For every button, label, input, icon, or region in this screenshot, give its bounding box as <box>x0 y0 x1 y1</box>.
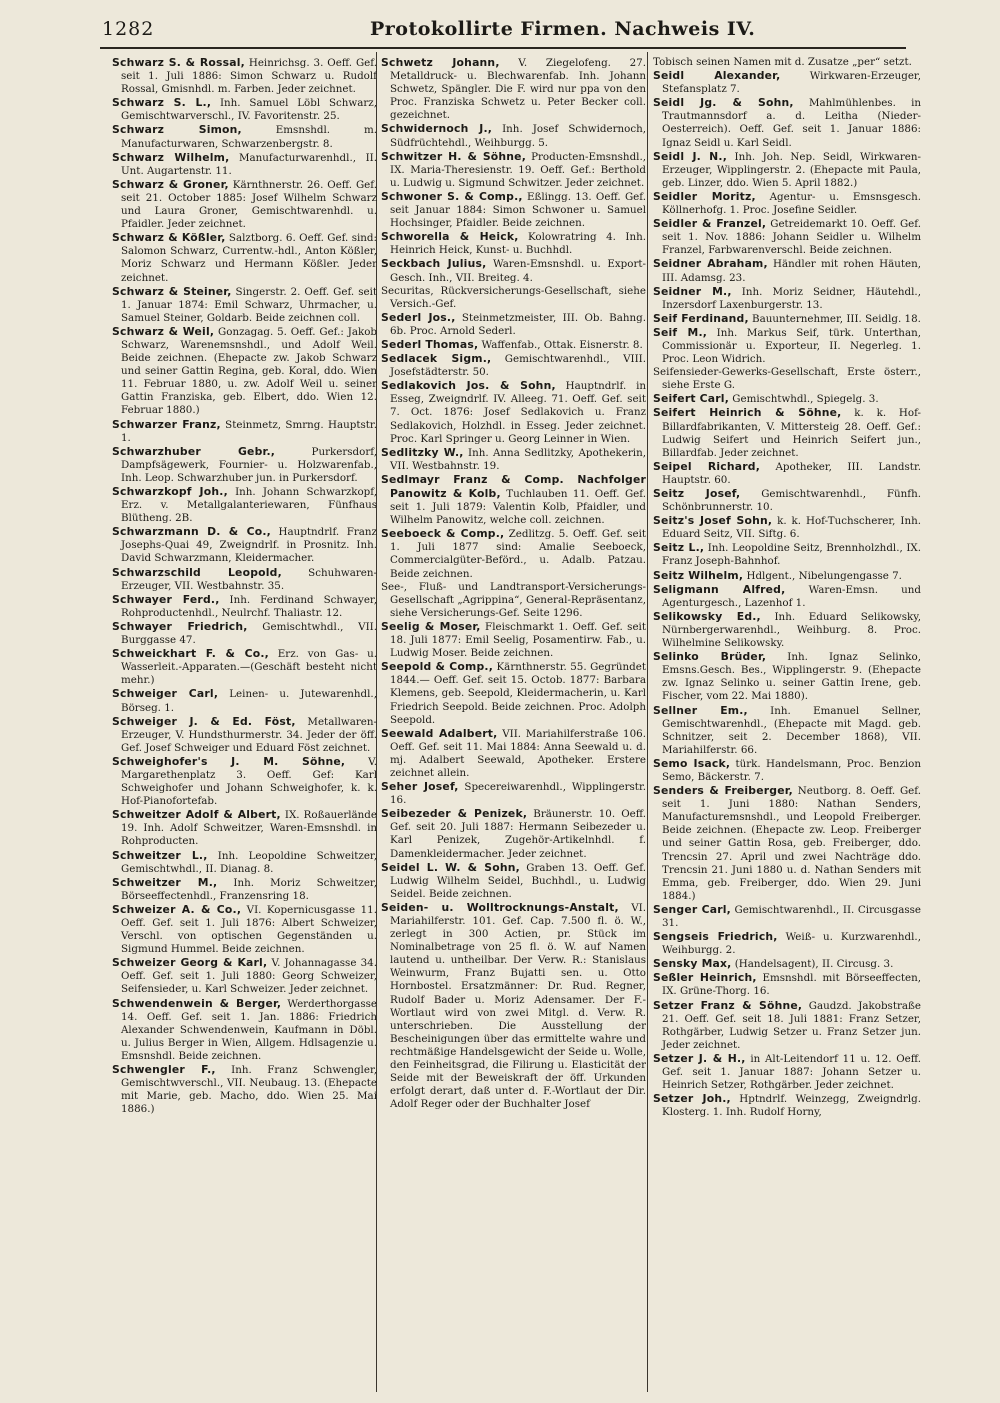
entry-text: Inh. Ferdinand Schwayer, Rohproductenhdl., Neulrchf. Thaliastr. 12. <box>121 593 377 619</box>
firm-name: Schwarzhuber Gebr., <box>112 444 276 458</box>
firm-name: Seeboeck & Comp., <box>381 527 505 541</box>
directory-entry <box>381 379 646 445</box>
page-header <box>102 16 892 46</box>
firm-name: Schweitzer M., <box>112 875 218 889</box>
firm-name: Selikowsky Ed., <box>653 609 761 623</box>
entry-text: Gemischtwarenhdl., Fünfh. Schönbrunnerstr. 10. <box>662 488 921 514</box>
entry-text: Mahlmühlenbes. in Trautmannsdorf a. d. Leitha (Nieder-Oesterreich). Oeff. Gef. seit 1. Januar 1886: Ignaz Seidl u. Karl Seidl. <box>662 97 921 149</box>
directory-entry <box>112 647 377 687</box>
entry-text: Inh. Eduard Selikowsky, Nürnbergerwarenhdl., Weihburg. 8. Proc. Wilhelmine Selikowsky. <box>662 610 921 650</box>
directory-entry <box>653 999 921 1052</box>
entry-text: Kärnthnerstr. 26. Oeff. Gef. seit 21. October 1885: Josef Wilhelm Schwarz und Laura Groner, Gemischtwarenhdl. u. Pfaidler. Jeder zeichnet. <box>121 178 377 231</box>
firm-name: Sederl Thomas, <box>381 337 479 351</box>
directory-entry <box>653 930 921 957</box>
entry-text: Emsnshdl. m. Manufacturwaren, Schwarzenbergstr. 8. <box>121 124 377 150</box>
firm-name: Seidl Jg. & Sohn, <box>653 96 794 110</box>
entry-text: Inh. Emanuel Sellner, Gemischtwarenhdl., (Ehepacte mit Magd. geb. Schnitzer, seit 2. December 1868), VII. Mariahilferstr. 66. <box>662 704 921 756</box>
firm-name: Seif M., <box>653 325 708 339</box>
entry-text: in Alt-Leitendorf 11 u. 12. Oeff. Gef. seit 1. Januar 1887: Johann Setzer u. Heinrich Setzer, Rothgärber. Jeder zeichnet. <box>662 1052 921 1092</box>
directory-entry <box>653 190 921 217</box>
directory-entry <box>381 230 646 257</box>
firm-name: Schweighofer's J. M. Söhne, <box>112 754 346 768</box>
directory-entry <box>653 704 921 757</box>
directory-entry <box>381 285 646 311</box>
directory-entry <box>112 715 377 755</box>
directory-entry <box>112 485 377 525</box>
firm-name: Schweitzer L., <box>112 848 208 862</box>
directory-entry <box>653 1052 921 1092</box>
directory-entry <box>381 257 646 284</box>
firm-name: Seidl Alexander, <box>653 69 781 83</box>
entry-text: Fleischmarkt 1. Oeff. Gef. seit 18. Juli 1877: Emil Seelig, Posamentirw. Fab., u. Ludwig Moser. Beide zeichnen. <box>390 620 646 660</box>
firm-name: Sedlitzky W., <box>381 445 464 459</box>
directory-entry <box>112 956 377 996</box>
firm-name: Schwarz & Weil, <box>112 324 215 338</box>
firm-name: Sedlacek Sigm., <box>381 352 492 366</box>
directory-entry <box>112 687 377 714</box>
directory-entry <box>381 56 646 122</box>
firm-name: Schwendenwein & Berger, <box>112 996 282 1010</box>
firm-name: Seipel Richard, <box>653 459 761 473</box>
directory-entry <box>112 997 377 1063</box>
directory-entry <box>653 971 921 998</box>
directory-entry <box>381 190 646 230</box>
entry-text: Gaudzd. Jakobstraße 21. Oeff. Gef. seit 18. Juli 1881: Franz Setzer, Rothgärber, Ludwig Setzer u. Franz Setzer jun. Jeder zeichnet. <box>662 999 921 1051</box>
entry-text: Kärnthnerstr. 55. Gegründet 1844.— Oeff. Gef. seit 15. Octob. 1877: Barbara Klemens, geb. Seepold, Kleidermacherin, u. Karl Friedrich Seepold. Beide zeichnen. Proc. Adolph Seepold. <box>390 661 646 726</box>
entry-text: Tuchlauben 11. Oeff. Gef. seit 1. Juli 1879: Valentin Kolb, Pfaidler, und Wilhelm Panowitz, welche coll. zeichnen. <box>390 488 646 527</box>
directory-entry <box>381 901 646 1112</box>
entry-text: Eßlingg. 13. Oeff. Gef. seit Januar 1884: Simon Schwoner u. Samuel Hochsinger, Pfaidler. Beide zeichnen. <box>390 190 646 230</box>
entry-text: k. k. Hof-Billardfabrikanten, V. Mittersteig 28. Oeff. Gef.: Ludwig Seifert und Heinrich Seifert jun., Billardfab. Jeder zeichnet. <box>662 407 921 459</box>
entry-text: Hauptndrlf. in Esseg, Zweigndrlf. IV. Alleeg. 71. Oeff. Gef. seit 7. Oct. 1876: Josef Sedlakovich u. Franz Sedlakovich, Holzhdl. in Esseg. Jeder zeichnet. Proc. Karl Springer u. Georg Leinner in Wien. <box>390 380 646 445</box>
firm-name: Schworella & Heick, <box>381 230 519 244</box>
firm-name: Seidl J. N., <box>653 149 728 163</box>
directory-entry <box>653 784 921 903</box>
directory-entry <box>653 406 921 459</box>
firm-name: Schwoner S. & Comp., <box>381 189 523 203</box>
firm-name: Seepold & Comp., <box>381 660 494 674</box>
directory-entry <box>381 338 646 352</box>
entry-text: VI. Mariahilferstr. 101. Gef. Cap. 7.500 fl. ö. W., zerlegt in 300 Actien, pr. Stück im Nominalbetrage von 25 fl. ö. W. auf Namen lautend u. untheilbar. Der Verw. R.: Stanislaus Weinwurm, Franz Bujatti sen. u. Otto Hornbostel. Ersatzmänner: Dr. Rud. Regner, Rudolf Bader u. Moriz Adensamer. Der F.-Wortlaut wird von zwei Mitgl. d. Verw. R. unterschrieben. Die Ausstellung der Bescheinigungen über das ermittelte wahre und rechtmäßige Handelsgewicht der Seide u. Wolle, den Feinheitsgrad, die Filirung u. Elasticität der Seide mit der Beweiskraft der öff. Urkunden erfolgt derart, daß unter d. F.-Wortlaut der Dir. Adolf Reger oder der Buchhalter Josef <box>390 901 646 1111</box>
firm-name: Schweizer A. & Co., <box>112 902 242 916</box>
entry-text: Inh. Josef Schwidernoch, Südfrüchtehdl., Weihburgg. 5. <box>390 123 646 149</box>
directory-entry <box>653 610 921 650</box>
directory-entry <box>112 231 377 284</box>
entry-text: Werderthorgasse 14. Oeff. Gef. seit 1. Jan. 1886: Friedrich Alexander Schwendenwein, Kaufmann in Döbl. u. Julius Berger in Wien, Allgem. Hdlsagenzie u. Emsnshdl. Beide zeichnen. <box>121 997 377 1062</box>
firm-name: Setzer Joh., <box>653 1092 731 1106</box>
directory-entry <box>381 861 646 901</box>
entry-text: Getreidemarkt 10. Oeff. Gef. seit 1. Nov. 1886: Johann Seidler u. Wilhelm Franzel, Farbwarenverschl. Beide zeichnen. <box>662 218 921 257</box>
firm-name: Sengseis Friedrich, <box>653 930 778 944</box>
firm-name: Seewald Adalbert, <box>381 726 498 740</box>
firm-name: Seidler Moritz, <box>653 189 756 203</box>
directory-entry <box>112 325 377 418</box>
firm-name: Seidner Abraham, <box>653 257 768 271</box>
firm-name: Schweiger J. & Ed. Föst, <box>112 714 296 728</box>
firm-name: Schwarzschild Leopold, <box>112 565 282 579</box>
firm-name: Senger Carl, <box>653 902 731 916</box>
entry-text: VII. Mariahilferstraße 106. Oeff. Gef. seit 11. Mai 1884: Anna Seewald u. d. mj. Adalbert Seewald, Apotheker. Erstere zeichnet allein. <box>390 727 646 779</box>
entry-text: Salztborg. 6. Oeff. Gef. sind: Salomon Schwarz, Currentw.-hdl., Anton Kößler, Moriz Schwarz und Hermann Kößler. Jeder zeichnet. <box>121 232 377 284</box>
entry-text: Waren-Emsnshdl. u. Export-Gesch. Inh., VII. Breiteg. 4. <box>390 258 646 284</box>
firm-name: Seidner M., <box>653 284 732 298</box>
entry-text: (Handelsagent), II. Circusg. 3. <box>731 958 894 971</box>
entry-text: Purkersdorf, Dampfsägewerk, Fournier- u. Holzwarenfab., Inh. Leop. Schwarzhuber jun. in Purkersdorf. <box>121 445 377 484</box>
entry-text: Inh. Samuel Löbl Schwarz, Gemischtwarverschl., IV. Favoritenstr. 25. <box>121 97 377 123</box>
entry-text: Metallwaren-Erzeuger, V. Hundsthurmerstr. 34. Jeder der öff. Gef. Josef Schweiger und Eduard Föst zeichnet. <box>121 715 377 754</box>
entry-text: Producten-Emsnshdl., IX. Maria-Theresienstr. 19. Oeff. Gef.: Berthold u. Ludwig u. Sigmund Schwitzer. Jeder zeichnet. <box>390 150 646 189</box>
entry-text: Inh. Moriz Seidner, Häutehdl., Inzersdorf Laxenburgerstr. 13. <box>662 285 921 311</box>
entry-text: Händler mit rohen Häuten, III. Adamsg. 23. <box>662 258 921 284</box>
directory-entry <box>653 583 921 610</box>
directory-entry <box>381 352 646 379</box>
firm-name: Schwarz S. L., <box>112 96 212 110</box>
entry-text: Gonzagag. 5. Oeff. Gef.: Jakob Schwarz, Warenemsnshdl., und Adolf Weil. Beide zeichnen. (Ehepacte zw. Jakob Schwarz und seiner Gattin Regina, geb. Koral, ddo. Wien 11. Februar 1880, u. zw. Adolf Weil u. seiner Gattin Franziska, geb. Elbert, ddo. Wien 12. Februar 1880.) <box>121 325 377 417</box>
firm-name: Sedlakovich Jos. & Sohn, <box>381 379 556 393</box>
directory-entry <box>653 150 921 190</box>
directory-entry <box>381 581 646 620</box>
firm-name: Seckbach Julius, <box>381 257 487 271</box>
entry-text: Erz. von Gas- u. Wasserleit.-Apparaten.—(Geschäft besteht nicht mehr.) <box>121 648 377 687</box>
entry-text: Inh. Franz Schwengler, Gemischtwverschl., VII. Neubaug. 13. (Ehepacte mit Marie, geb. Macho, ddo. Wien 25. Mai 1886.) <box>121 1064 377 1116</box>
firm-name: Seiden- u. Wolltrocknungs-Anstalt, <box>381 900 619 914</box>
firm-name: Seßler Heinrich, <box>653 971 757 985</box>
entry-text: V. Johannagasse 34. Oeff. Gef. seit 1. Juli 1880: Georg Schweizer, Seifensieder, u. Karl Schweizer. Jeder zeichnet. <box>121 957 377 996</box>
directory-entry <box>653 96 921 149</box>
entry-text: Gemischtwarenhdl., II. Circusgasse 31. <box>662 903 921 929</box>
firm-name: Schwarz Wilhelm, <box>112 150 230 164</box>
firm-name: Schweiger Carl, <box>112 687 219 701</box>
directory-entry <box>653 326 921 366</box>
directory-entry <box>112 525 377 565</box>
directory-entry <box>653 217 921 257</box>
directory-entry <box>381 727 646 780</box>
firm-name: Schwarz & Groner, <box>112 177 229 191</box>
entry-text: Schuhwaren-Erzeuger, VII. Westbahnstr. 35. <box>121 566 377 592</box>
page-title: Protokollirte Firmen. Nachweis IV. <box>370 18 756 40</box>
entry-text: Inh. Ignaz Selinko, Emsns.Gesch. Bes., Wipplingerstr. 9. (Ehepacte zw. Ignaz Selinko u. seiner Gattin Irene, geb. Fischer, vom 22. Mai 1880). <box>662 651 921 703</box>
firm-name: Seligmann Alfred, <box>653 582 786 596</box>
directory-entry <box>381 311 646 338</box>
directory-entry <box>381 473 646 527</box>
firm-name: Schweitzer Adolf & Albert, <box>112 808 281 822</box>
firm-name: Seibezeder & Penizek, <box>381 807 528 821</box>
directory-entry <box>381 620 646 660</box>
directory-entry <box>381 122 646 149</box>
entry-text: Zedlitzg. 5. Oeff. Gef. seit 1. Juli 1877 sind: Amalie Seeboeck, Commercialgüter-Beförd., u. Adalb. Patzau. Beide zeichnen. <box>390 528 646 580</box>
entry-text: Inh. Leopoldine Schweitzer, Gemischtwhdl., II. Dianag. 8. <box>121 849 377 875</box>
directory-entry <box>653 487 921 514</box>
directory-entry <box>112 56 377 96</box>
directory-entry <box>112 96 377 123</box>
entry-text: Bräunerstr. 10. Oeff. Gef. seit 20. Juli 1887: Hermann Seibezeder u. Karl Penizek, Zugehör-Artikelnhdl. f. Damenkleidermacher. Jeder zeichnet. <box>390 808 646 860</box>
entry-text: Inh. Leopoldine Seitz, Brennholzhdl., IX. Franz Joseph-Bahnhof. <box>662 542 921 568</box>
firm-name: Seifert Carl, <box>653 392 730 406</box>
directory-entry <box>112 285 377 325</box>
firm-name: Seidler & Franzel, <box>653 217 767 231</box>
page-number: 1282 <box>102 18 155 40</box>
column-1 <box>112 56 377 1386</box>
directory-entry <box>112 418 377 445</box>
firm-name: Sellner Em., <box>653 703 748 717</box>
firm-name: Schwayer Ferd., <box>112 592 220 606</box>
entry-text: Neutborg. 8. Oeff. Gef. seit 1. Juni 1880: Nathan Senders, Manufacturemsnshdl., und Leopold Freiberger. Beide zeichnen. (Ehepacte zw. Leop. Freiberger und seiner Gattin Rosa, geb. Freiberger, ddo. Trencsin 27. April und zwei Nachträge ddo. Trencsin 21. Juni 1880 u. d. Nathan Senders mit Emma, geb. Freiberger, ddo. Wien 29. Juni 1884.) <box>662 785 921 902</box>
firm-name: Seitz L., <box>653 541 705 555</box>
firm-name: Schwarzmann D. & Co., <box>112 525 271 539</box>
entry-text: Securitas, Rückversicherungs-Gesellschaft, siehe Versich.-Gef. <box>381 284 646 310</box>
entry-text: Inh. Anna Sedlitzky, Apothekerin, VII. Westbahnstr. 19. <box>390 446 646 472</box>
entry-text: Hptndrlf. Weinzegg, Zweigndrlg. Klosterg. 1. Inh. Rudolf Horny, <box>662 1093 921 1119</box>
entry-text: Steinmetzmeister, III. Ob. Bahng. 6b. Proc. Arnold Sederl. <box>390 311 646 337</box>
firm-name: Schwitzer H. & Söhne, <box>381 149 527 163</box>
directory-entry <box>653 257 921 284</box>
directory-entry <box>381 446 646 473</box>
directory-entry <box>653 460 921 487</box>
entry-text: Inh. Moriz Schweitzer, Börseeffectenhdl., Franzensring 18. <box>121 876 377 902</box>
firm-name: Seelig & Moser, <box>381 619 481 633</box>
directory-entry <box>112 151 377 178</box>
entry-text: Emsnshdl. mit Börseeffecten, IX. Grüne-Thorg. 16. <box>662 972 921 998</box>
directory-entry <box>112 876 377 903</box>
directory-entry <box>381 527 646 580</box>
header-rule <box>100 47 906 49</box>
firm-name: Seifert Heinrich & Söhne, <box>653 406 842 420</box>
entry-text: V. Ziegelofeng. 27. Metalldruck- u. Blechwarenfab. Inh. Johann Schwetz, Spängler. Die F. wird nur ppa von den Proc. Franziska Schwetz u. Peter Becker coll. gezeichnet. <box>390 57 646 122</box>
directory-entry <box>653 957 921 971</box>
directory-entry <box>381 150 646 190</box>
entry-text: Inh. Johann Schwarzkopf, Erz. v. Metallgalanteriewaren, Fünfhaus Blütheng. 2B. <box>121 486 377 525</box>
firm-name: Schwayer Friedrich, <box>112 619 248 633</box>
entry-text: Waren-Emsn. und Agenturgesch., Lazenhof 1. <box>662 583 921 609</box>
directory-entry <box>112 566 377 593</box>
entry-text: Hauptndrlf. Franz Josephs-Quai 49, Zweigndrlf. in Prosnitz. Inh. David Schwarzmann, Kleidermacher. <box>121 526 377 565</box>
directory-entry <box>112 445 377 485</box>
entry-text: Seifensieder-Gewerks-Gesellschaft, Erste österr., siehe Erste G. <box>653 366 921 392</box>
firm-name: Seitz's Josef Sohn, <box>653 514 773 528</box>
entry-text: Agentur- u. Emsnsgesch. Köllnerhofg. 1. Proc. Josefine Seidler. <box>662 190 921 217</box>
entry-text: Bauunternehmer, III. Seidlg. 18. <box>748 312 921 325</box>
entry-text: VI. Kopernicusgasse 11. Oeff. Gef. seit 1. Juli 1876: Albert Schweizer, Verschl. von optischen Gegenständen u. Sigmund Hummel. Beide zeichnen. <box>121 903 377 956</box>
entry-text: Inh. Markus Seif, türk. Unterthan, Commissionär u. Exporteur, II. Negerleg. 1. Proc. Leon Widrich. <box>662 326 921 366</box>
firm-name: Schweizer Georg & Karl, <box>112 956 268 970</box>
entry-text: Specereiwarenhdl., Wipplingerstr. 16. <box>390 781 646 807</box>
entry-text: Wirkwaren-Erzeuger, Stefansplatz 7. <box>662 70 921 96</box>
firm-name: Schwidernoch J., <box>381 122 493 136</box>
firm-name: Sensky Max, <box>653 957 732 971</box>
directory-entry <box>653 69 921 96</box>
column-divider <box>647 52 648 1392</box>
entry-text: Leinen- u. Jutewarenhdl., Börseg. 1. <box>121 688 377 714</box>
entry-text: Hdlgent., Nibelungengasse 7. <box>743 569 902 582</box>
firm-name: Seher Josef, <box>381 780 459 794</box>
entry-text: Manufacturwarenhdl., II. Unt. Augartenstr. 11. <box>121 151 377 177</box>
firm-name: Schweickhart F. & Co., <box>112 647 269 661</box>
directory-entry <box>653 366 921 392</box>
directory-entry <box>653 392 921 406</box>
directory-entry <box>653 312 921 326</box>
directory-entry <box>653 56 921 69</box>
firm-name: Sedlmayr Franz & Comp. Nachfolger Panowitz & Kolb, <box>381 472 646 500</box>
entry-text: Apotheker, III. Landstr. Hauptstr. 60. <box>662 460 921 486</box>
entry-text: k. k. Hof-Tuchscherer, Inh. Eduard Seitz, VII. Siftg. 6. <box>662 515 921 541</box>
firm-name: Schwarz Simon, <box>112 123 242 137</box>
firm-name: Selinko Brüder, <box>653 650 767 664</box>
firm-name: Setzer J. & H., <box>653 1051 746 1065</box>
entry-text: See-, Fluß- und Landtransport-Versicherungs-Gesellschaft „Agrippina“, General-Repräsentanz, siehe Versicherungs-Gef. Seite 1296. <box>381 580 646 619</box>
firm-name: Schwarz S. & Rossal, <box>112 56 245 69</box>
directory-entry <box>653 569 921 583</box>
directory-entry <box>653 514 921 541</box>
entry-text: Graben 13. Oeff. Gef. Ludwig Wilhelm Seidel, Buchhdl., u. Ludwig Seidel. Beide zeichnen. <box>390 861 646 900</box>
firm-name: Setzer Franz & Söhne, <box>653 998 803 1012</box>
directory-entry <box>112 178 377 231</box>
directory-entry <box>112 593 377 620</box>
firm-name: Schwarz & Kößler, <box>112 231 226 245</box>
firm-name: Schwarzkopf Joh., <box>112 485 228 498</box>
entry-text: V. Margarethenplatz 3. Oeff. Gef: Karl Schweighofer und Johann Schweighofer, k. k. Hof-Pianofortefab. <box>121 755 377 808</box>
firm-name: Schwarz & Steiner, <box>112 284 232 298</box>
entry-text: Steinmetz, Smrng. Hauptstr. 1. <box>121 418 377 444</box>
entry-text: Inh. Joh. Nep. Seidl, Wirkwaren-Erzeuger, Wipplingerstr. 2. (Ehepacte mit Paula, geb. Linzer, ddo. Wien 5. April 1882.) <box>662 150 921 189</box>
directory-entry <box>112 620 377 647</box>
directory-entry <box>112 755 377 808</box>
firm-name: Senders & Freiberger, <box>653 784 793 798</box>
firm-name: Schwetz Johann, <box>381 56 500 69</box>
directory-entry <box>112 903 377 956</box>
directory-entry <box>112 1063 377 1116</box>
directory-entry <box>381 780 646 807</box>
entry-text: IX. Roßauerlände 19. Inh. Adolf Schweitzer, Waren-Emsnshdl. in Rohproducten. <box>121 809 377 848</box>
entry-text: Gemischtwarenhdl., VIII. Josefstädterstr. 50. <box>390 353 646 379</box>
entry-text: Gemischtwhdl., VII. Burggasse 47. <box>121 620 377 647</box>
directory-entry <box>653 541 921 568</box>
column-2 <box>381 56 646 1386</box>
directory-entry <box>112 808 377 848</box>
directory-entry <box>653 650 921 703</box>
directory-entry <box>112 849 377 876</box>
directory-entry <box>653 285 921 312</box>
entry-text: Kolowratring 4. Inh. Heinrich Heick, Kunst- u. Buchhdl. <box>390 231 646 257</box>
column-3 <box>653 56 921 1386</box>
directory-entry <box>653 757 921 784</box>
firm-name: Seif Ferdinand, <box>653 311 749 325</box>
directory-entry <box>381 660 646 726</box>
directory-entry <box>112 123 377 150</box>
entry-text: Heinrichsg. 3. Oeff. Gef. seit 1. Juli 1886: Simon Schwarz u. Rudolf Rossal, Gmisnhdl. m. Farben. Jeder zeichnet. <box>121 57 377 96</box>
firm-name: Schwarzer Franz, <box>112 417 221 431</box>
entry-text: Gemischtwhdl., Spiegelg. 3. <box>729 393 879 406</box>
firm-name: Seitz Wilhelm, <box>653 568 744 582</box>
directory-entry <box>381 807 646 860</box>
entry-text: türk. Handelsmann, Proc. Benzion Semo, Bäckerstr. 7. <box>662 757 921 783</box>
firm-name: Seitz Josef, <box>653 487 741 500</box>
firm-name: Semo Isack, <box>653 756 731 770</box>
entry-text: Singerstr. 2. Oeff. Gef. seit 1. Januar 1874: Emil Schwarz, Uhrmacher, u. Samuel Steiner, Goldarb. Beide zeichnen coll. <box>121 285 377 324</box>
firm-name: Schwengler F., <box>112 1063 216 1077</box>
firm-name: Sederl Jos., <box>381 310 456 324</box>
directory-entry <box>653 1092 921 1119</box>
entry-text: Tobisch seinen Namen mit d. Zusatze „per“ setzt. <box>653 56 912 68</box>
entry-text: Waffenfab., Ottak. Eisnerstr. 8. <box>478 338 643 351</box>
entry-text: Weiß- u. Kurzwarenhdl., Weihburgg. 2. <box>662 931 921 957</box>
firm-name: Seidel L. W. & Sohn, <box>381 860 520 874</box>
directory-entry <box>653 903 921 930</box>
